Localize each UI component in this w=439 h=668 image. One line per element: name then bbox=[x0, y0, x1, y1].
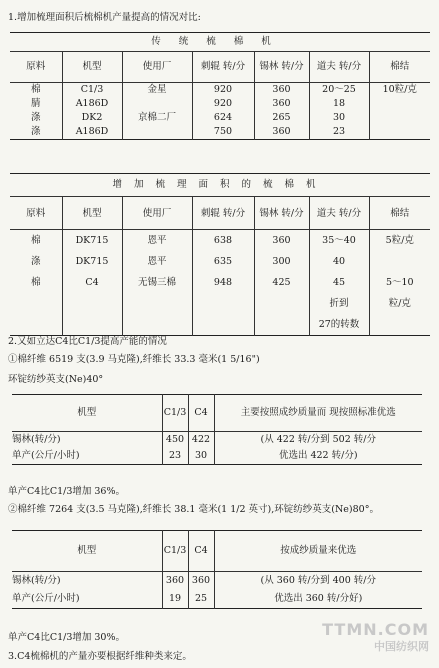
table-cell: 折到 bbox=[309, 293, 369, 314]
table-row bbox=[10, 272, 430, 293]
table1-header-row bbox=[10, 52, 430, 83]
table-cell bbox=[369, 125, 430, 140]
table-cell: 单产(公斤/小时) bbox=[12, 450, 80, 462]
table1-caption: 传统梳棉机 bbox=[10, 33, 430, 52]
table-cell bbox=[10, 314, 62, 336]
table-cell: 锡林(转/分) bbox=[12, 434, 61, 446]
table-cell: 5～10 bbox=[369, 272, 430, 293]
table1-header: 棉结 bbox=[369, 52, 430, 83]
table-cell: A186D bbox=[62, 125, 122, 140]
table-cell bbox=[122, 293, 192, 314]
table-cell: 360 bbox=[254, 83, 309, 98]
table-cell: 40 bbox=[309, 251, 369, 272]
table2-header: 锡林 转/分 bbox=[254, 197, 309, 230]
table-cell: 360 bbox=[162, 572, 188, 591]
table-cell: 优选出 422 转/分) bbox=[214, 448, 422, 465]
table-cell: 425 bbox=[254, 272, 309, 293]
table-cell: 25 bbox=[188, 590, 214, 609]
table-cell: 635 bbox=[192, 251, 254, 272]
table3-header-row bbox=[12, 395, 422, 432]
c4-vs-c13-table-1 bbox=[12, 394, 422, 465]
table4-header: C4 bbox=[188, 531, 214, 572]
table1-header: 锡林 转/分 bbox=[254, 52, 309, 83]
table-cell: 19 bbox=[162, 590, 188, 609]
section2-heading: 2.又如立达C4比C1/3提高产能的情况 bbox=[8, 336, 167, 347]
table-cell: 300 bbox=[254, 251, 309, 272]
table2-caption: 增加梳理面积的梳棉机 bbox=[10, 174, 430, 197]
table-cell bbox=[369, 97, 430, 111]
table-cell: 京棉二厂 bbox=[122, 111, 192, 125]
table-cell: 锡林(转/分) bbox=[12, 575, 61, 587]
table2-header-row bbox=[10, 197, 430, 230]
table3-header: C1/3 bbox=[162, 395, 188, 432]
table-cell: 恩平 bbox=[122, 251, 192, 272]
table1-header: 道夫 转/分 bbox=[309, 52, 369, 83]
table-cell: 23 bbox=[309, 125, 369, 140]
intro-heading: 1.增加梳理面积后梳棉机产量提高的情况对比: bbox=[8, 12, 201, 23]
example1-count: 环锭纺纱英支(Ne)40° bbox=[8, 374, 104, 385]
table-cell: 750 bbox=[192, 125, 254, 140]
table1-header: 机型 bbox=[62, 52, 122, 83]
table-cell bbox=[192, 293, 254, 314]
result2-text: 单产C4比C1/3增加 30%。 bbox=[8, 632, 126, 643]
table-row bbox=[12, 448, 422, 465]
table-cell: 360 bbox=[254, 125, 309, 140]
table-cell: 18 bbox=[309, 97, 369, 111]
table-cell: 360 bbox=[254, 97, 309, 111]
table-cell: 棉 bbox=[30, 234, 41, 246]
table-cell: 单产(公斤/小时) bbox=[12, 593, 80, 605]
table-row bbox=[10, 293, 430, 314]
table-cell: 10粒/克 bbox=[369, 83, 430, 98]
table-row bbox=[10, 97, 430, 111]
table-cell: 棉 bbox=[30, 84, 41, 96]
closing-text: 3.C4梳棉机的产量亦要根据纤维种类来定。 bbox=[8, 651, 192, 662]
table-cell bbox=[62, 314, 122, 336]
table2-header: 原料 bbox=[10, 197, 62, 230]
table-cell: 恩平 bbox=[122, 230, 192, 252]
table2-header: 刺辊 转/分 bbox=[192, 197, 254, 230]
table3-header: 主要按照成纱质量而 现按照标准优选 bbox=[214, 395, 422, 432]
table-cell: 624 bbox=[192, 111, 254, 125]
table-cell bbox=[369, 314, 430, 336]
table-row bbox=[10, 125, 430, 140]
table-cell: 腈 bbox=[30, 98, 41, 110]
table-cell: 45 bbox=[309, 272, 369, 293]
table4-header-row bbox=[12, 531, 422, 572]
table-cell: 20～25 bbox=[309, 83, 369, 98]
table-cell: 920 bbox=[192, 97, 254, 111]
example1-text: ①棉纤维 6519 支(3.9 马克隆),纤维长 33.3 毫米(1 5/16") bbox=[8, 354, 260, 365]
table-cell: C1/3 bbox=[62, 83, 122, 98]
table-cell bbox=[254, 314, 309, 336]
table-cell: A186D bbox=[62, 97, 122, 111]
table-cell: 优选出 360 转/分好) bbox=[214, 590, 422, 609]
table-cell: (从 360 转/分到 400 转/分 bbox=[214, 572, 422, 591]
table-cell bbox=[122, 97, 192, 111]
table-cell: 无锡三棉 bbox=[122, 272, 192, 293]
table-cell: 棉 bbox=[30, 276, 41, 288]
table-cell: DK2 bbox=[62, 111, 122, 125]
table-cell: 360 bbox=[188, 572, 214, 591]
increased-area-carding-table bbox=[10, 173, 430, 336]
table-cell: 265 bbox=[254, 111, 309, 125]
table1-header: 原料 bbox=[10, 52, 62, 83]
table-cell: 粒/克 bbox=[369, 293, 430, 314]
table-cell bbox=[10, 293, 62, 314]
table-cell: 638 bbox=[192, 230, 254, 252]
c4-vs-c13-table-2 bbox=[12, 530, 422, 609]
table-row bbox=[12, 590, 422, 609]
table-cell: 涤 bbox=[30, 126, 41, 138]
table-cell bbox=[369, 111, 430, 125]
table-cell: 23 bbox=[162, 448, 188, 465]
table-cell: 30 bbox=[188, 448, 214, 465]
result1-text: 单产C4比C1/3增加 36%。 bbox=[8, 486, 126, 497]
watermark-line1: TTMN.COM bbox=[322, 620, 429, 640]
table4-header: 按成纱质量来优选 bbox=[214, 531, 422, 572]
traditional-carding-table bbox=[10, 32, 430, 140]
table-row bbox=[12, 432, 422, 449]
table-cell: 5粒/克 bbox=[369, 230, 430, 252]
table3-header: C4 bbox=[188, 395, 214, 432]
table-row bbox=[10, 251, 430, 272]
watermark-line2: 中国纺织网 bbox=[374, 640, 429, 654]
table2-header: 使用厂 bbox=[122, 197, 192, 230]
table-cell: 360 bbox=[254, 230, 309, 252]
table4-header: C1/3 bbox=[162, 531, 188, 572]
table-cell: 35～40 bbox=[309, 230, 369, 252]
table2-header: 棉结 bbox=[369, 197, 430, 230]
example2-text: ②棉纤维 7264 支(3.5 马克隆),纤维长 38.1 毫米(1 1/2 英寸),环锭纺纱英支(Ne)80°。 bbox=[8, 504, 379, 515]
site-watermark bbox=[322, 620, 429, 654]
table-cell bbox=[122, 125, 192, 140]
table-cell bbox=[369, 251, 430, 272]
table-cell: 422 bbox=[188, 432, 214, 449]
table-cell bbox=[192, 314, 254, 336]
table-cell: (从 422 转/分到 502 转/分 bbox=[214, 432, 422, 449]
table-row bbox=[12, 572, 422, 591]
table-row bbox=[10, 111, 430, 125]
table-cell: 涤 bbox=[30, 112, 41, 124]
table1-header: 使用厂 bbox=[122, 52, 192, 83]
table-cell: DK715 bbox=[62, 251, 122, 272]
table-cell: 30 bbox=[309, 111, 369, 125]
table3-header: 机型 bbox=[12, 395, 162, 432]
table4-header: 机型 bbox=[12, 531, 162, 572]
table-cell: 27的转数 bbox=[309, 314, 369, 336]
table-cell: 450 bbox=[162, 432, 188, 449]
table-cell bbox=[254, 293, 309, 314]
table-cell: C4 bbox=[62, 272, 122, 293]
table-row bbox=[10, 230, 430, 252]
table-cell: 920 bbox=[192, 83, 254, 98]
table-cell bbox=[122, 314, 192, 336]
table-row bbox=[10, 314, 430, 336]
table2-header: 机型 bbox=[62, 197, 122, 230]
table2-header: 道夫 转/分 bbox=[309, 197, 369, 230]
table-cell: DK715 bbox=[62, 230, 122, 252]
table-cell: 948 bbox=[192, 272, 254, 293]
table1-header: 刺辊 转/分 bbox=[192, 52, 254, 83]
table-cell bbox=[62, 293, 122, 314]
table-cell: 涤 bbox=[30, 255, 41, 267]
table-row bbox=[10, 83, 430, 98]
table-cell: 金星 bbox=[122, 83, 192, 98]
